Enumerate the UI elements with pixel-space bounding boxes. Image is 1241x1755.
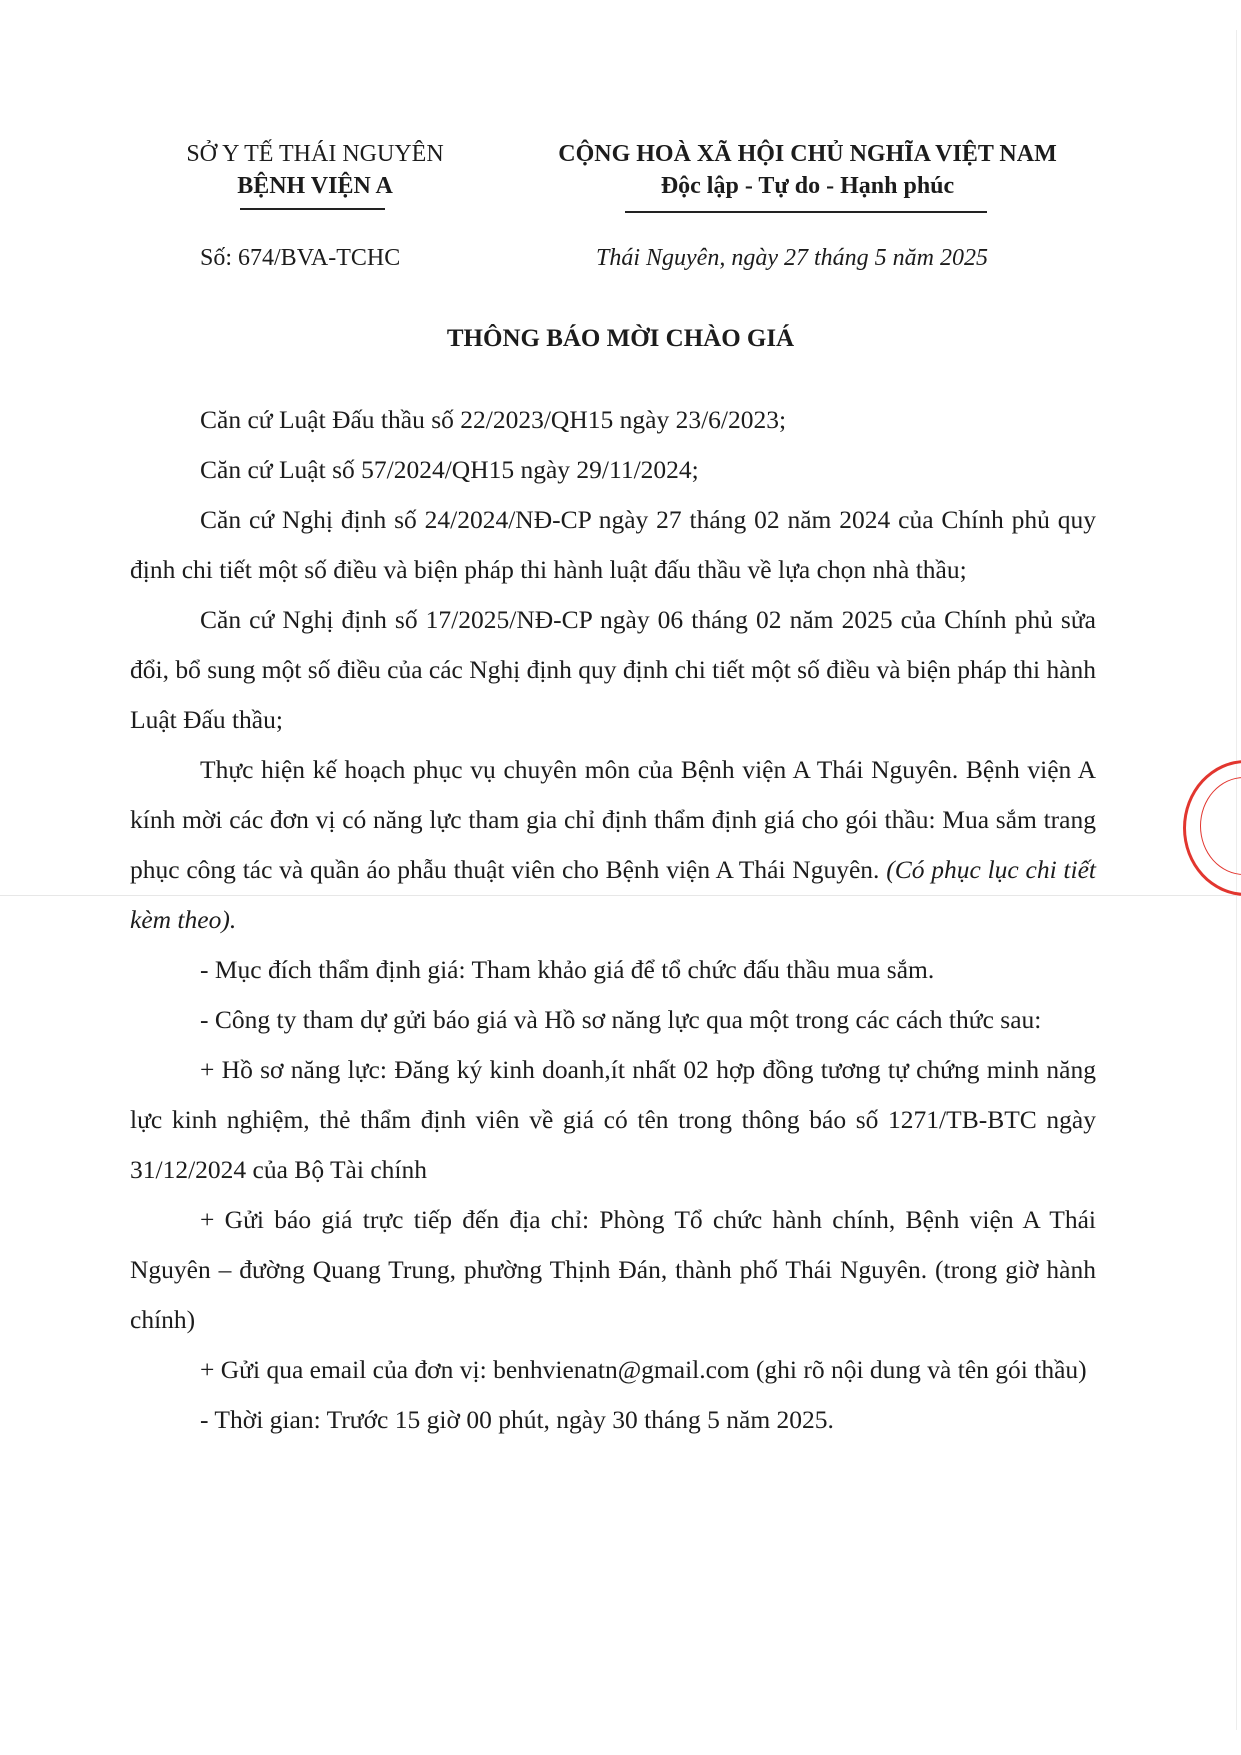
document-number: Số: 674/BVA-TCHC bbox=[200, 245, 401, 271]
document-body bbox=[130, 395, 1096, 1445]
deadline-item: - Thời gian: Trước 15 giờ 00 phút, ngày 30 tháng 5 năm 2025. bbox=[200, 1405, 834, 1434]
appendix-note: (Có phục lục chi tiết kèm theo). bbox=[130, 855, 1097, 934]
red-seal-stamp bbox=[1183, 760, 1241, 896]
invitation-text: Thực hiện kế hoạch phục vụ chuyên môn của Bệnh viện A Thái Nguyên. Bệnh viện A kính mời các đơn vị có năng lực tham gia chỉ định thẩm định giá cho gói thầu: Mua sắm trang phục công tác và quần áo phẫu thuật viên cho Bệnh viện A Thái Nguyên. bbox=[130, 755, 1096, 884]
capacity-dossier-item: + Hồ sơ năng lực: Đăng ký kinh doanh,ít nhất 02 hợp đồng tương tự chứng minh năng lực kinh nghiệm, thẻ thẩm định viên về giá có tên trong thông báo số 1271/TB-BTC ngày 31/12/2024 của Bộ Tài chính bbox=[130, 1055, 1096, 1184]
document-title: THÔNG BÁO MỜI CHÀO GIÁ bbox=[446, 325, 795, 352]
header-right bbox=[525, 138, 1090, 202]
red-seal-inner-ring bbox=[1200, 777, 1241, 875]
invitation-paragraph bbox=[130, 745, 1096, 945]
purpose-item: - Mục đích thẩm định giá: Tham khảo giá để tổ chức đấu thầu mua sắm. bbox=[200, 955, 935, 984]
document-date: Thái Nguyên, ngày 27 tháng 5 năm 2025 bbox=[596, 245, 988, 271]
country-name: CỘNG HOÀ XÃ HỘI CHỦ NGHĨA VIỆT NAM bbox=[558, 141, 1057, 167]
legal-basis-1: Căn cứ Luật Đấu thầu số 22/2023/QH15 ngày 23/6/2023; bbox=[200, 405, 787, 434]
email-submission-item: + Gửi qua email của đơn vị: benhvienatn@gmail.com (ghi rõ nội dung và tên gói thầu) bbox=[200, 1355, 1087, 1384]
national-motto: Độc lập - Tự do - Hạnh phúc bbox=[660, 173, 955, 199]
legal-basis-4: Căn cứ Nghị định số 17/2025/NĐ-CP ngày 06 tháng 02 năm 2025 của Chính phủ sửa đổi, bổ sung một số điều của các Nghị định quy định chi tiết một số điều và biện pháp thi hành Luật Đấu thầu; bbox=[130, 605, 1097, 734]
org-parent: SỞ Y TẾ THÁI NGUYÊN bbox=[186, 141, 444, 167]
legal-basis-3: Căn cứ Nghị định số 24/2024/NĐ-CP ngày 27 tháng 02 năm 2024 của Chính phủ quy định chi tiết một số điều và biện pháp thi hành luật đấu thầu về lựa chọn nhà thầu; bbox=[130, 505, 1096, 584]
legal-basis-2: Căn cứ Luật số 57/2024/QH15 ngày 29/11/2024; bbox=[200, 455, 699, 484]
direct-submission-item: + Gửi báo giá trực tiếp đến địa chỉ: Phòng Tổ chức hành chính, Bệnh viện A Thái Nguyên – đường Quang Trung, phường Thịnh Đán, thành phố Thái Nguyên. (trong giờ hành chính) bbox=[130, 1205, 1096, 1334]
org-underline bbox=[240, 208, 385, 210]
header-left bbox=[160, 138, 470, 202]
org-name: BỆNH VIỆN A bbox=[237, 173, 393, 199]
submission-methods: - Công ty tham dự gửi báo giá và Hồ sơ năng lực qua một trong các cách thức sau: bbox=[200, 1005, 1042, 1034]
motto-underline bbox=[625, 211, 987, 213]
